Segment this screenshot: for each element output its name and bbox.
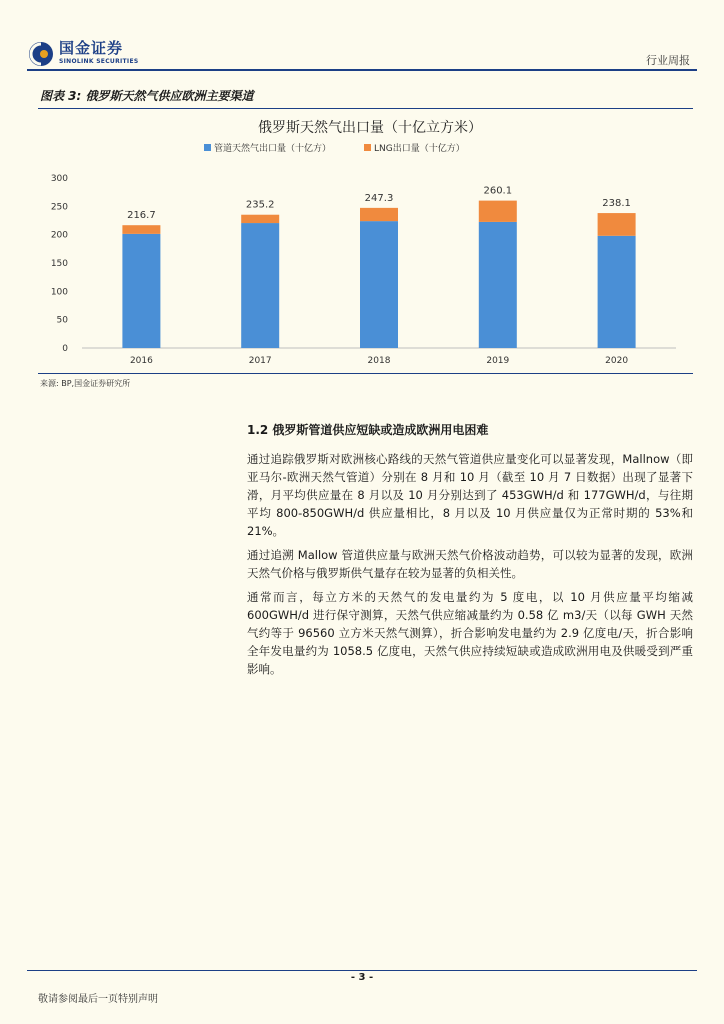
bar-lng: [598, 213, 636, 236]
bar-pipeline: [122, 234, 160, 348]
bar-pipeline: [479, 222, 517, 348]
x-tick-label: 2019: [486, 356, 510, 366]
y-tick-label: 0: [62, 344, 68, 354]
bar-lng: [360, 208, 398, 221]
y-tick-label: 100: [50, 287, 68, 298]
total-data-label: 216.7: [127, 210, 156, 222]
paragraph: 通过追溯 Mallow 管道供应量与欧洲天然气价格波动趋势，可以较为显著的发现，欧洲天然气价格与俄罗斯供气量存在较为显著的负相关性。: [247, 548, 693, 580]
x-tick-label: 2017: [248, 356, 272, 366]
logo-chinese-name: 国金证券: [59, 39, 124, 57]
figure-bottom-divider: [38, 373, 693, 374]
gas-export-bar-chart: [44, 110, 696, 372]
y-tick-label: 200: [50, 230, 68, 241]
bar-pipeline: [360, 221, 398, 348]
disclaimer-note: 敬请参阅最后一页特别声明: [38, 994, 158, 1005]
legend-swatch: [364, 144, 371, 151]
bar-lng: [479, 201, 517, 222]
figure-source: 来源: BP,国金证券研究所: [40, 379, 131, 388]
paragraph: 通常而言，每立方米的天然气的发电量约为 5 度电，以 10 月供应量平均缩减 600GWH/d 进行保守测算，天然气供应缩减量约为 0.58 亿 m3/天（以每 GWH 天然气约等于 96560 立方米天然气测算），折合影响发电量约为 2.9 亿度电/天，折合影响全年发电量约为 1058.5 亿度电，天然气供应持续短缺或造成欧洲用电及供暖受到严重影响。: [247, 590, 693, 676]
header-divider: [27, 69, 697, 71]
section-body: [247, 421, 693, 684]
legend-label: LNG出口量（十亿方）: [374, 144, 465, 154]
total-data-label: 247.3: [364, 192, 394, 204]
company-logo: [27, 40, 138, 68]
y-tick-label: 300: [50, 174, 68, 184]
total-data-label: 235.2: [245, 199, 275, 211]
y-tick-label: 150: [50, 259, 68, 269]
x-tick-label: 2018: [367, 356, 391, 366]
footer-divider: [27, 970, 697, 971]
bar-lng: [241, 215, 279, 223]
section-heading: 1.2 俄罗斯管道供应短缺或造成欧洲用电困难: [247, 423, 489, 437]
legend-swatch: [204, 144, 211, 151]
chart-title: 俄罗斯天然气出口量（十亿立方米）: [258, 120, 482, 136]
sinolink-logo-icon: [27, 40, 55, 68]
x-tick-label: 2016: [129, 356, 153, 366]
bar-lng: [122, 225, 160, 234]
logo-english-name: SINOLINK SECURITIES: [59, 58, 139, 65]
figure-top-divider: [38, 108, 693, 109]
page-number: - 3 -: [350, 972, 374, 983]
bar-pipeline: [598, 236, 636, 348]
y-tick-label: 50: [56, 315, 68, 326]
y-tick-label: 250: [50, 202, 68, 213]
legend-label: 管道天然气出口量（十亿方）: [214, 144, 332, 154]
report-type-label: 行业周报: [646, 54, 690, 67]
figure-title: 图表 3: 俄罗斯天然气供应欧洲主要渠道: [40, 89, 254, 103]
total-data-label: 238.1: [602, 198, 631, 210]
total-data-label: 260.1: [483, 185, 513, 197]
x-tick-label: 2020: [605, 356, 629, 366]
bar-pipeline: [241, 223, 279, 348]
paragraph: 通过追踪俄罗斯对欧洲核心路线的天然气管道供应量变化可以显著发现，Mallnow（即亚马尔-欧洲天然气管道）分别在 8 月和 10 月（截至 10 月 7 日数据）出现了显著下滑，月平均供应量在 8 月以及 10 月分别达到了 453GWH/d 和 177GWH/d，与往期平均 800-850GWH/d 供应量相比，8 月以及 10 月供应量仅为正常时期的 53%和 21%。: [247, 452, 693, 538]
